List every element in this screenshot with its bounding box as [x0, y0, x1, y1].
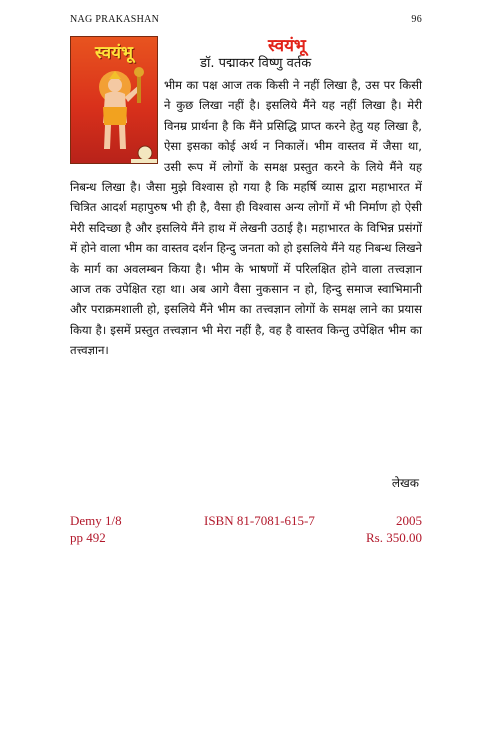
signature-label: लेखक: [391, 476, 419, 490]
cover-title: स्वयंभू: [95, 43, 133, 63]
isbn: ISBN 81-7081-615-7: [204, 513, 315, 528]
book-author: डॉ. पद्माकर विष्णु वर्तक: [200, 56, 312, 71]
publication-year: 2005: [396, 513, 422, 528]
book-format: Demy 1/8: [70, 513, 122, 528]
page-number: 96: [411, 14, 422, 25]
description-paragraph: [70, 75, 422, 361]
book-title: स्वयंभू: [268, 36, 306, 56]
page-count: pp 492: [70, 530, 106, 545]
description-text: भीम का पक्ष आज तक किसी ने नहीं लिखा है, उस पर किसी ने कुछ लिखा नहीं है। इसलिये मैंने यह नहीं लिखा है। मेरी विनम्र प्रार्थना है कि मैंने प्रसिद्धि प्राप्त करने हेतु यह लिखा है, ऐसा इसका कोई अर्थ न निकालें। भीम वास्तव में जैसा था, उसी रूप में लोगों के समक्ष प्रस्तुत करने के लिये मैंने यह निबन्ध लिखा है। जैसा मुझे विश्वास हो गया है कि महर्षि व्यास द्वारा महाभारत में चित्रित आदर्श महापुरुष भी ही है, वैसा ही विश्वास अन्य लोगों में भी निर्माण हो ऐसी मेरी सदिच्छा है और इसलिये मैंने हाथ में लेखनी उठाई है। महाभारत के विभिन्न प्रसंगों में होने वाला भीम का वास्तव दर्शन हिन्दु जनता को हो इसलिये मैंने यह निबन्ध लिखने के मार्ग का अवलम्बन किया है। भीम के भाषणों में परिलक्षित होने वाला तत्त्वज्ञान आज तक उपेक्षित रहा था। अब आगे वैसा नुकसान न हो, हिन्दु समाज स्वाभिमानी और पराक्रमशाली हो, इसलिये मैंने भीम का तत्त्वज्ञान लोगों के समक्ष लाने का प्रयास किया है। इसमें प्रस्तुत तत्त्वज्ञान भी मेरा नहीं है, वह है वास्तव किन्तु उपेक्षित भीम का तत्त्वज्ञान।: [70, 78, 422, 358]
cover-spacer: [70, 75, 164, 157]
book-price: Rs. 350.00: [366, 530, 422, 545]
publisher-name: NAG PRAKASHAN: [70, 14, 160, 25]
page-header: [70, 14, 422, 25]
